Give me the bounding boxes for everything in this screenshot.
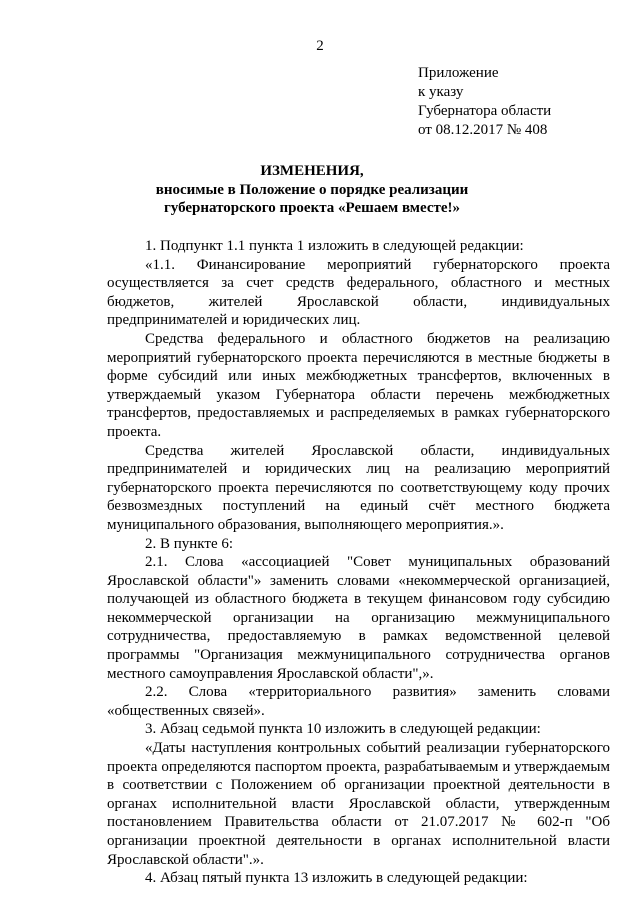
appendix-line: от 08.12.2017 № 408 — [418, 122, 548, 138]
title-line: вносимые в Положение о порядке реализации — [155, 181, 469, 198]
title-line: губернаторского проекта «Решаем вместе!» — [163, 200, 461, 216]
paragraph: 2. В пункте 6: — [145, 535, 234, 552]
appendix-block — [418, 64, 551, 140]
paragraph: 3. Абзац седьмой пункта 10 изложить в следующей редакции: — [145, 721, 541, 738]
appendix-line: к указу — [418, 84, 464, 100]
appendix-line: Губернатора области — [418, 103, 552, 119]
paragraph: 2.2. Слова «территориального развития» заменить словами «общественных связей». — [107, 684, 610, 719]
title-line: ИЗМЕНЕНИЯ, — [260, 163, 364, 179]
document-body — [107, 237, 610, 888]
paragraph: 1. Подпункт 1.1 пункта 1 изложить в следующей редакции: — [145, 238, 524, 254]
paragraph: Средства жителей Ярославской области, индивидуальных предпринимателей и юридических лиц на реализацию мероприятий губернаторского проекта перечисляются по соответствующему коду прочих безвозмездных поступлений на единый счёт местного бюджета муниципального образования, выполняющего мероприятия.». — [107, 442, 610, 533]
paragraph: 2.1. Слова «ассоциацией "Совет муниципальных образований Ярославской области"» заменить словами «некоммерческой организацией, получающей из областного бюджета в текущем финансовом году субсидию некоммерческой организации на организацию межмуниципального сотрудничества, предоставляемую в рамках ведомственной целевой программы "Организация межмуниципального сотрудничества органов местного самоуправления Ярославской области",». — [107, 554, 610, 682]
paragraph: «Даты наступления контрольных событий реализации губернаторского проекта определяются паспортом проекта, разрабатываемым и утверждаемым в соответствии с Положением об организации проектной деятельности в органах исполнительной власти Ярославской области, утвержденным постановлением Правительства области от 21.07.2017 № 602-п "Об организации проектной деятельности в органах исполнительной власти Ярославской области".». — [107, 740, 610, 868]
paragraph: 4. Абзац пятый пункта 13 изложить в следующей редакции: — [145, 870, 528, 887]
appendix-line: Приложение — [418, 65, 499, 81]
paragraph: Средства федерального и областного бюджетов на реализацию мероприятий губернаторского проекта перечисляются в местные бюджеты в форме субсидий или иных межбюджетных трансфертов, включенных в утверждаемый указом Губернатора области перечень межбюджетных трансфертов, предоставляемых и распределяемых в рамках губернаторского проекта. — [107, 330, 610, 440]
page-number: 2 — [316, 38, 324, 54]
document-title — [112, 162, 512, 218]
paragraph: «1.1. Финансирование мероприятий губернаторского проекта осуществляется за счет средств федерального, областного и местных бюджетов, жителей Ярославской области, индивидуальных предпринимателей и юридических лиц. — [107, 256, 610, 329]
